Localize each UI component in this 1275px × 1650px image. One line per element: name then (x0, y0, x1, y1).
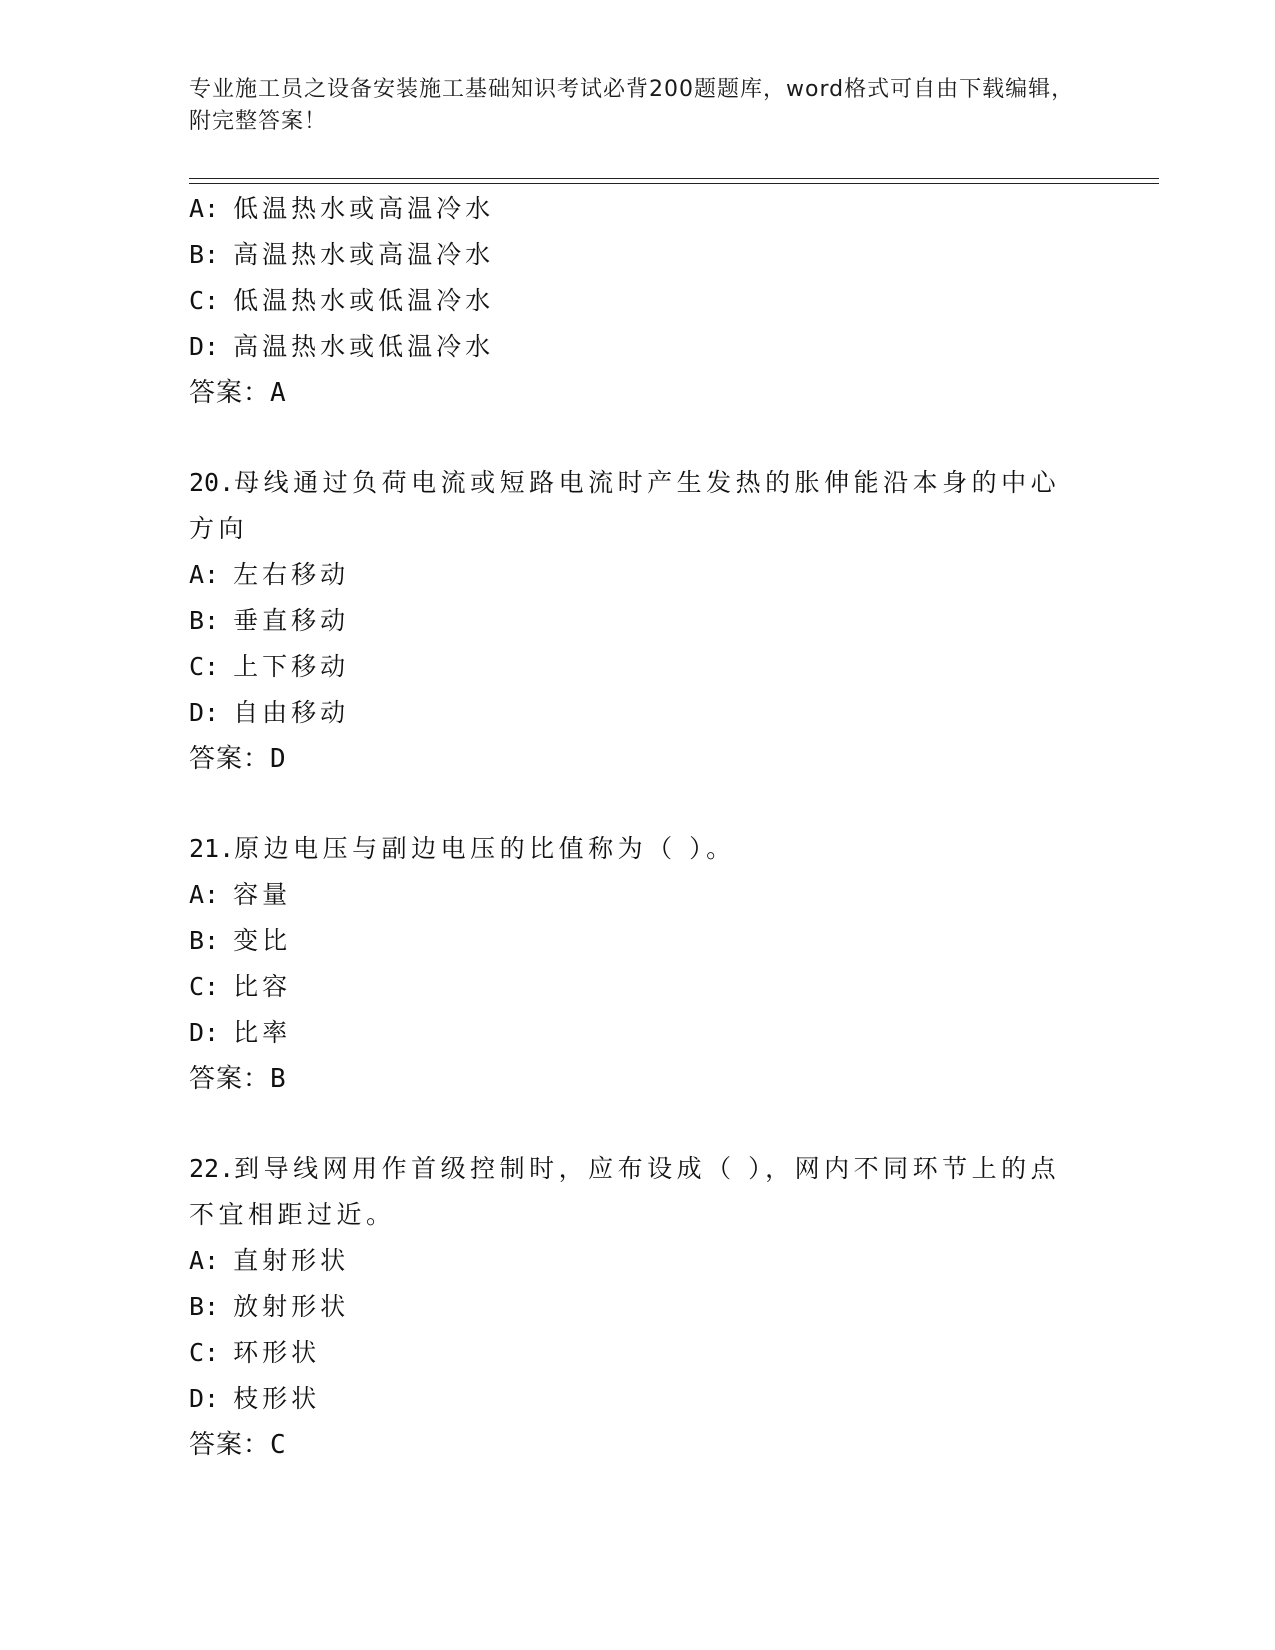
option-letter: C: (189, 1338, 220, 1367)
option-text: 放射形状 (233, 1292, 350, 1321)
option-letter: D: (189, 698, 220, 727)
question-block-prev (189, 186, 1089, 416)
option-text: 比率 (233, 1018, 292, 1047)
option-b (189, 1284, 1089, 1330)
question-text: 原边电压与副边电压的比值称为（ ）。 (234, 834, 736, 863)
option-letter: D: (189, 1384, 220, 1413)
option-letter: A: (189, 194, 220, 223)
option-text: 垂直移动 (233, 606, 350, 635)
question-number: 20. (189, 468, 235, 497)
option-letter: A: (189, 1246, 220, 1275)
option-text: 上下移动 (233, 652, 350, 681)
answer-label: 答案： (189, 1064, 271, 1094)
answer-line (189, 370, 1089, 416)
option-letter: B: (189, 606, 220, 635)
question-block-21 (189, 826, 1089, 1102)
option-letter: B: (189, 1292, 220, 1321)
option-d (189, 324, 1089, 370)
spacer (189, 782, 1089, 826)
option-text: 左右移动 (233, 560, 350, 589)
answer-line (189, 1056, 1089, 1102)
question-stem (189, 460, 1089, 552)
option-a (189, 1238, 1089, 1284)
option-text: 变比 (233, 926, 292, 955)
option-text: 枝形状 (233, 1384, 321, 1413)
option-text: 低温热水或高温冷水 (233, 194, 495, 223)
option-text: 容量 (233, 880, 292, 909)
answer-value: D (270, 744, 287, 774)
option-text: 高温热水或高温冷水 (233, 240, 495, 269)
option-letter: A: (189, 880, 220, 909)
question-list (189, 186, 1089, 1468)
option-letter: C: (189, 286, 220, 315)
answer-line (189, 1422, 1089, 1468)
question-text: 母线通过负荷电流或短路电流时产生发热的胀伸能沿本身的中心方向 (189, 468, 1061, 543)
answer-line (189, 736, 1089, 782)
answer-value: A (270, 378, 287, 408)
option-d (189, 1010, 1089, 1056)
answer-value: C (270, 1430, 287, 1460)
question-text: 到导线网用作首级控制时，应布设成（ ），网内不同环节上的点不宜相距过近。 (189, 1154, 1061, 1229)
option-d (189, 1376, 1089, 1422)
question-stem (189, 826, 1089, 872)
option-letter: C: (189, 652, 220, 681)
spacer (189, 416, 1089, 460)
option-letter: B: (189, 240, 220, 269)
answer-label: 答案： (189, 744, 271, 774)
option-c (189, 644, 1089, 690)
option-text: 比容 (233, 972, 292, 1001)
option-b (189, 918, 1089, 964)
option-text: 直射形状 (233, 1246, 350, 1275)
option-b (189, 232, 1089, 278)
option-d (189, 690, 1089, 736)
spacer (189, 1102, 1089, 1146)
option-a (189, 872, 1089, 918)
option-letter: A: (189, 560, 220, 589)
option-a (189, 186, 1089, 232)
option-text: 自由移动 (233, 698, 350, 727)
question-number: 21. (189, 834, 235, 863)
question-block-22 (189, 1146, 1089, 1468)
header-title: 专业施工员之设备安装施工基础知识考试必背200题题库，word格式可自由下载编辑，附完整答案！ (189, 77, 1075, 134)
option-b (189, 598, 1089, 644)
option-text: 高温热水或低温冷水 (233, 332, 495, 361)
answer-label: 答案： (189, 378, 271, 408)
header-divider-bottom (189, 183, 1159, 184)
option-letter: C: (189, 972, 220, 1001)
question-block-20 (189, 460, 1089, 782)
option-c (189, 1330, 1089, 1376)
document-header (189, 74, 1089, 138)
answer-value: B (270, 1064, 287, 1094)
option-text: 低温热水或低温冷水 (233, 286, 495, 315)
option-c (189, 278, 1089, 324)
option-letter: B: (189, 926, 220, 955)
header-divider-top (189, 178, 1159, 179)
option-text: 环形状 (233, 1338, 321, 1367)
question-stem (189, 1146, 1089, 1238)
option-letter: D: (189, 1018, 220, 1047)
option-a (189, 552, 1089, 598)
answer-label: 答案： (189, 1430, 271, 1460)
option-c (189, 964, 1089, 1010)
option-letter: D: (189, 332, 220, 361)
question-number: 22. (189, 1154, 235, 1183)
